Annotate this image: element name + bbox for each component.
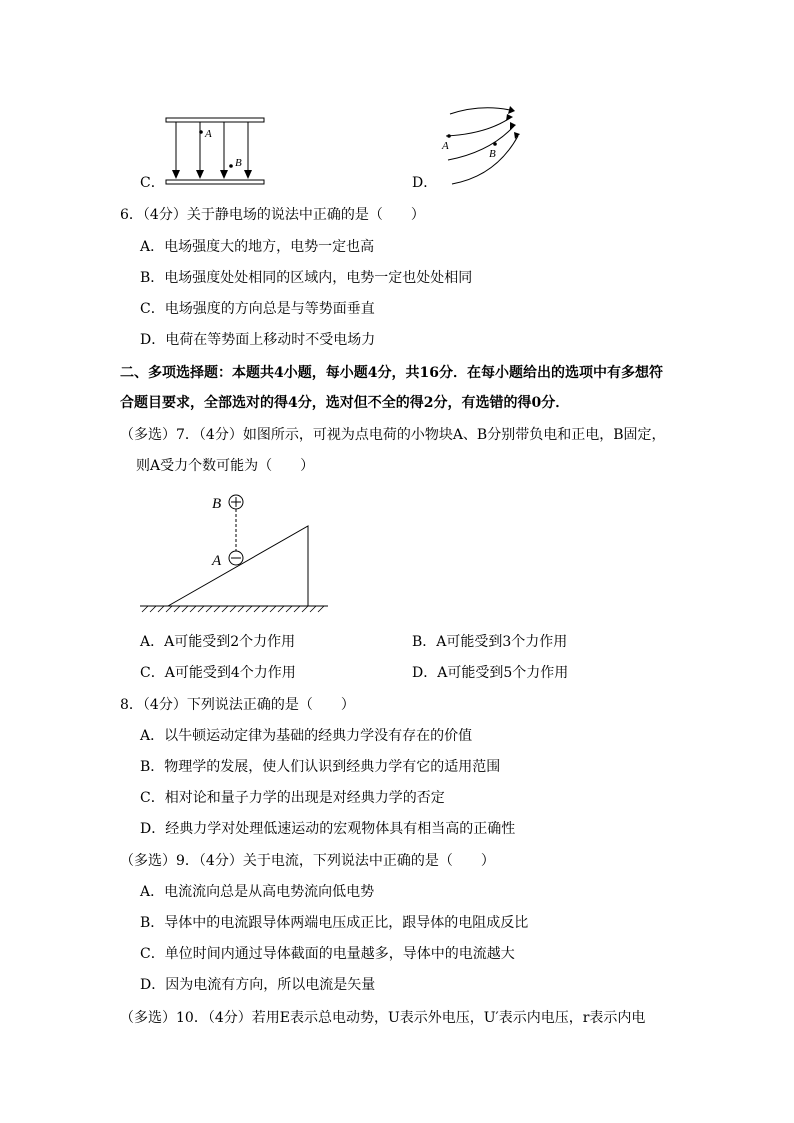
- section2-header-line2: 合题目要求，全部选对的得4分，选对但不全的得2分，有选错的得0分．: [120, 395, 570, 411]
- fig-d-point-a: A: [442, 140, 449, 152]
- q8-option-c: C．相对论和量子力学的出现是对经典力学的否定: [140, 790, 445, 806]
- fig-c-point-a: A: [205, 128, 212, 140]
- q6-option-c: C．电场强度的方向总是与等势面垂直: [140, 301, 375, 317]
- q9-option-a: A．电流流向总是从高电势流向低电势: [140, 884, 375, 900]
- q9-stem: （多选）9．（4分）关于电流，下列说法中正确的是（ ）: [120, 853, 495, 869]
- option-d-label: D．: [412, 175, 438, 191]
- q7-option-c: C．A可能受到4个力作用: [140, 665, 296, 681]
- q6-option-a: A．电场强度大的地方，电势一定也高: [140, 239, 375, 255]
- q6-option-b: B．电场强度处处相同的区域内，电势一定也处处相同: [140, 270, 473, 286]
- q7-option-a: A．A可能受到2个力作用: [140, 634, 296, 650]
- option-c-figure: [160, 112, 272, 190]
- q8-option-a: A．以牛顿运动定律为基础的经典力学没有存在的价值: [140, 728, 473, 744]
- fig-d-point-b: B: [489, 148, 496, 160]
- q7-option-b: B．A可能受到3个力作用: [412, 634, 568, 650]
- q7-stem-line2: 则A受力个数可能为（ ）: [136, 458, 315, 474]
- q8-option-d: D．经典力学对处理低速运动的宏观物体具有相当高的正确性: [140, 821, 516, 837]
- q7-label-b: B: [212, 496, 222, 512]
- option-d-figure: [436, 100, 526, 190]
- q7-option-d: D．A可能受到5个力作用: [412, 665, 569, 681]
- q10-stem: （多选）10．（4分）若用E表示总电动势，U表示外电压，U′表示内电压，r表示内电: [120, 1010, 646, 1026]
- q8-option-b: B．物理学的发展，使人们认识到经典力学有它的适用范围: [140, 759, 501, 775]
- section2-header-line1: 二、多项选择题：本题共4小题，每小题4分，共16分．在每小题给出的选项中有多想符: [120, 365, 663, 381]
- q9-option-d: D．因为电流有方向，所以电流是矢量: [140, 977, 376, 993]
- q9-option-c: C．单位时间内通过导体截面的电量越多，导体中的电流越大: [140, 946, 515, 962]
- q8-stem: 8．（4分）下列说法正确的是（ ）: [120, 697, 355, 713]
- q6-option-d: D．电荷在等势面上移动时不受电场力: [140, 332, 376, 348]
- q9-option-b: B．导体中的电流跟导体两端电压成正比，跟导体的电阻成反比: [140, 915, 529, 931]
- q6-stem: 6．（4分）关于静电场的说法中正确的是（ ）: [120, 207, 425, 223]
- option-c-label: C．: [140, 175, 165, 191]
- q7-stem-line1: （多选）7．（4分）如图所示，可视为点电荷的小物块A、B分别带负电和正电，B固定，: [120, 427, 666, 443]
- fig-c-point-b: B: [235, 157, 242, 169]
- q7-label-a: A: [212, 553, 222, 569]
- q7-incline-figure: [138, 488, 332, 618]
